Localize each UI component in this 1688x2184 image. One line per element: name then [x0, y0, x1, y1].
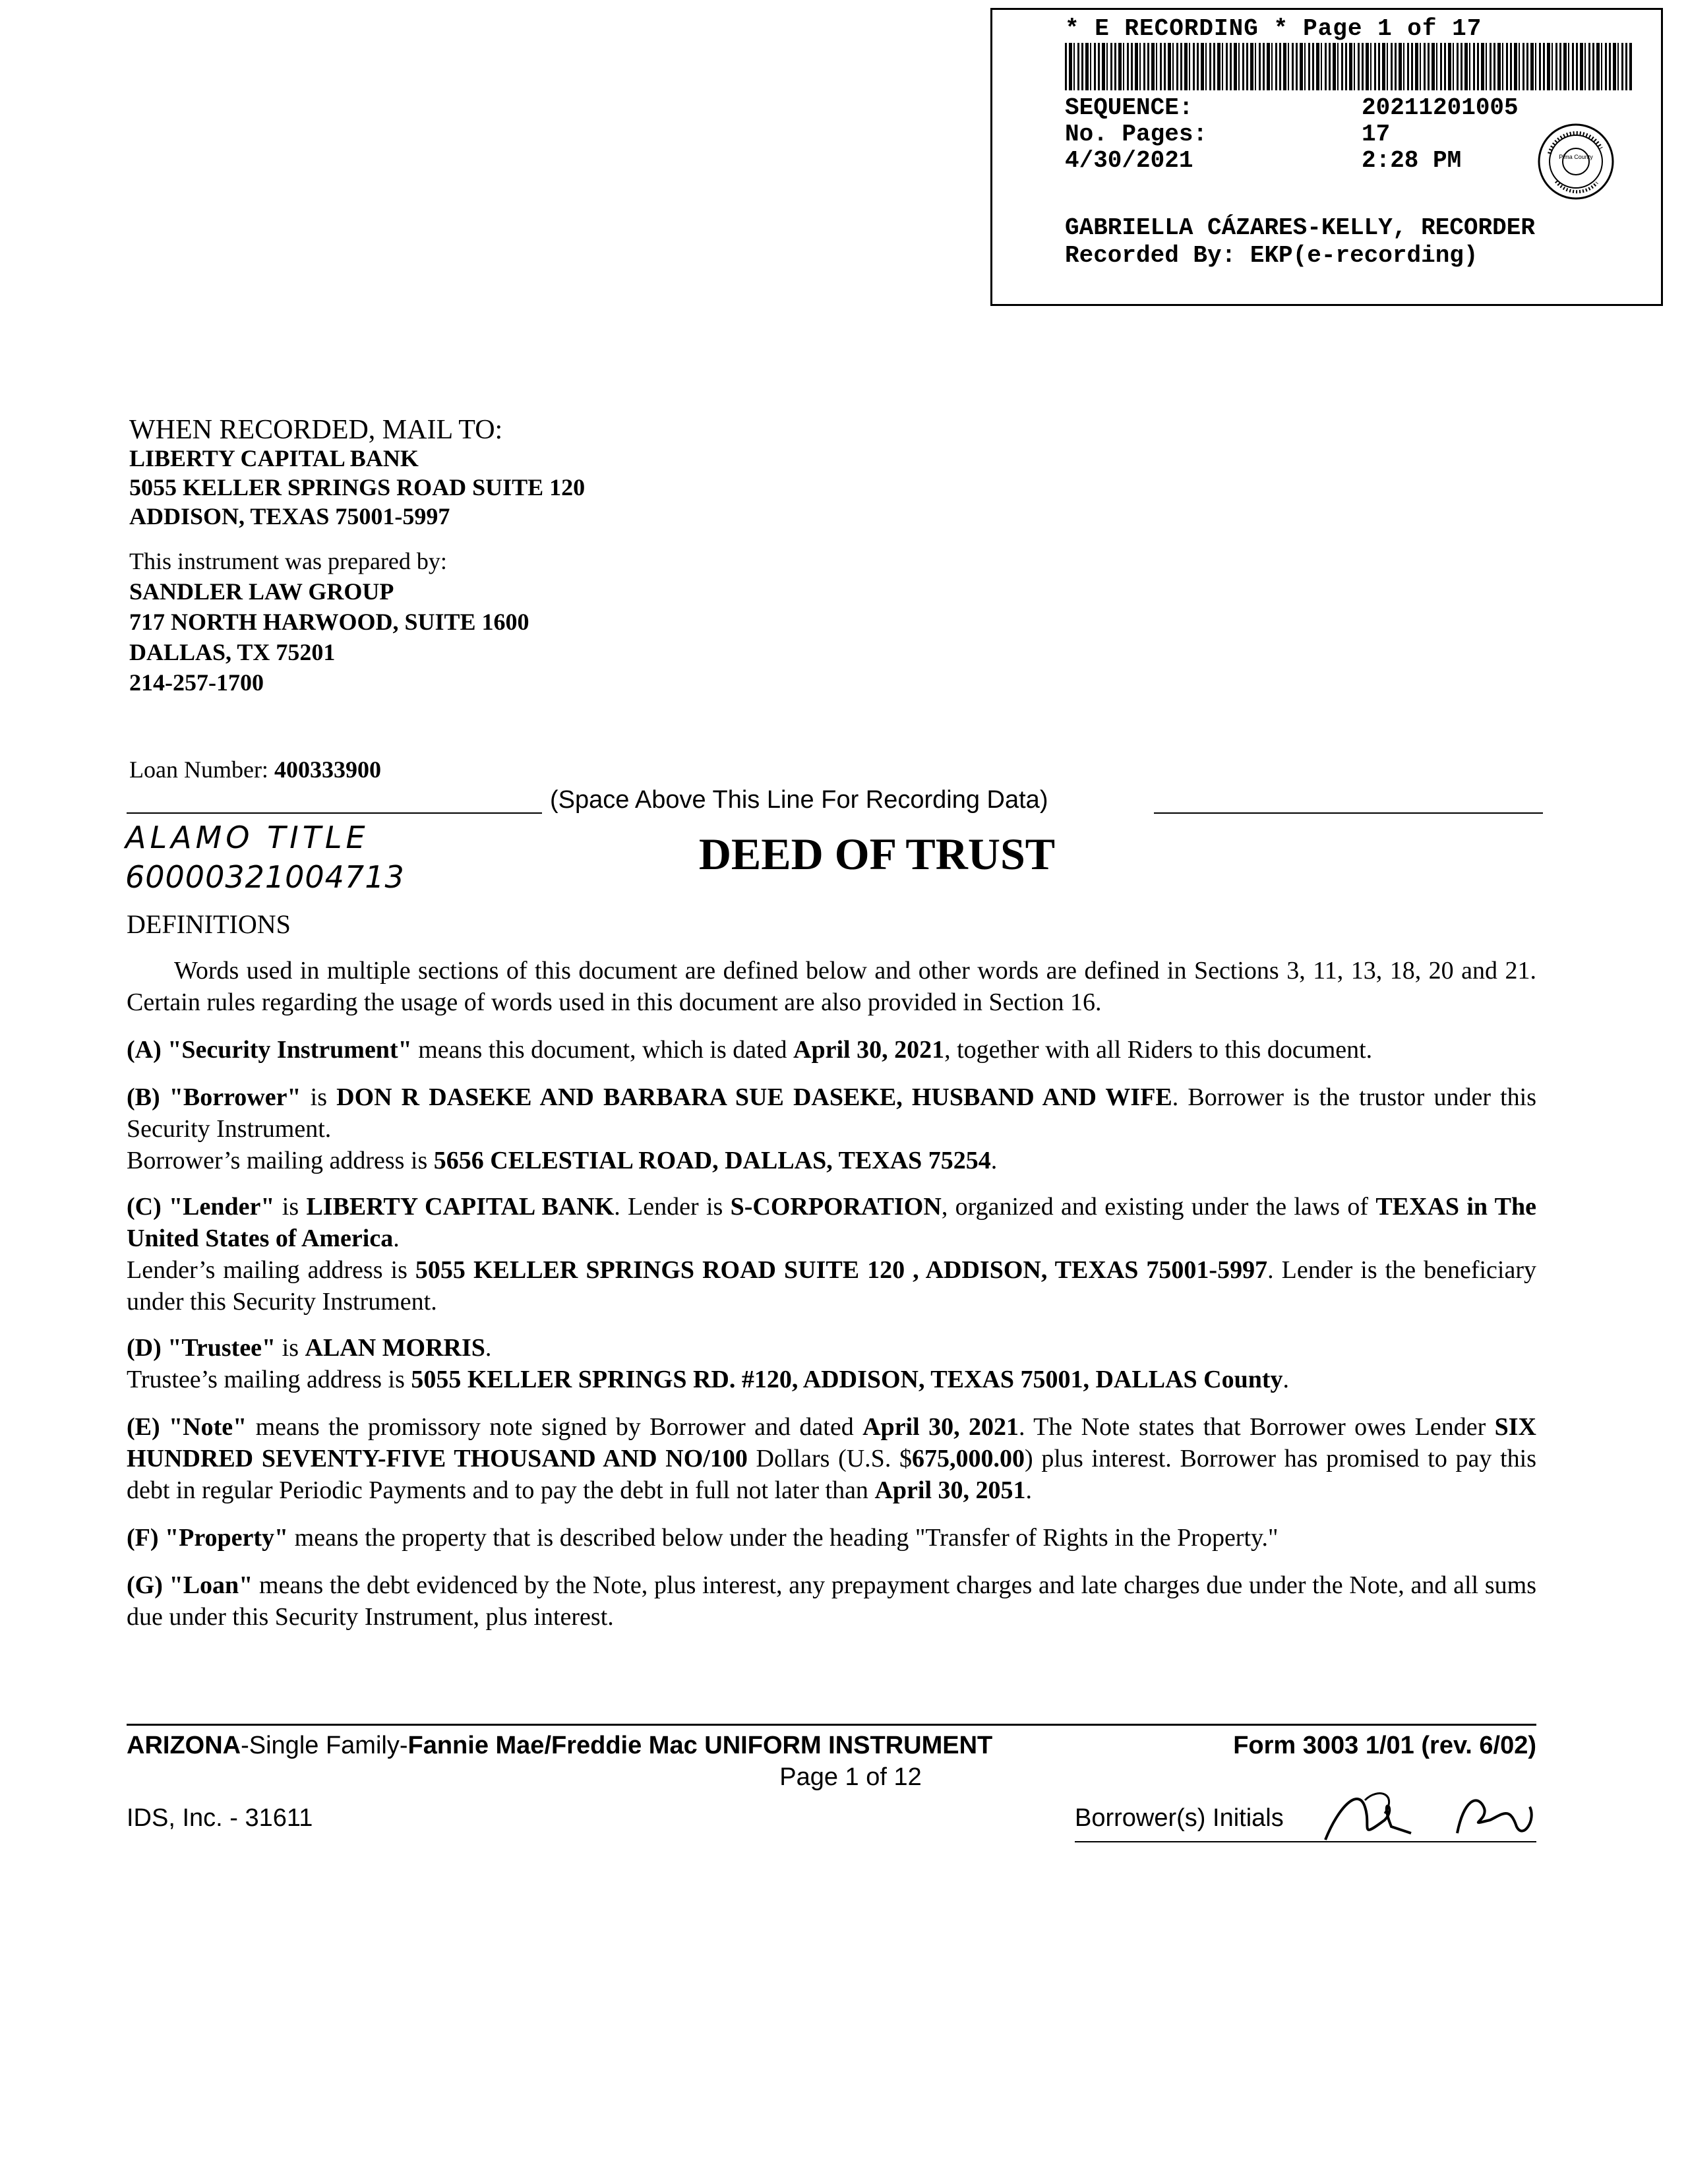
recording-data-divider	[127, 786, 1543, 819]
loan-number-label: Loan Number:	[129, 756, 268, 783]
definition-security-instrument	[127, 1034, 1536, 1066]
def-c-org: S-CORPORATION	[730, 1193, 942, 1221]
loan-number-value: 400333900	[274, 756, 381, 783]
definition-borrower	[127, 1081, 1536, 1176]
record-date: 4/30/2021	[1065, 147, 1193, 174]
definition-lender	[127, 1191, 1536, 1318]
def-c-addr: 5055 KELLER SPRINGS ROAD SUITE 120 , ADDISON, TEXAS 75001-5997	[415, 1256, 1268, 1284]
stamp-header	[1065, 15, 1496, 42]
footer-form-description	[127, 1732, 992, 1760]
stamp-datetime-row	[1065, 147, 1462, 174]
def-c-text-2: . Lender is	[614, 1193, 731, 1221]
def-e-date: April 30, 2021	[862, 1413, 1019, 1441]
def-c-text-4: .	[393, 1225, 400, 1252]
divider-rule-right	[1154, 812, 1543, 814]
stamp-sequence-row	[1065, 94, 1519, 121]
definitions-intro: Words used in multiple sections of this document are defined below and other words are defined in Sections 3, 11, 13, 18, 20 and 21. Certain rules regarding the usage of words used in this document are also provided in Section 16.	[127, 957, 1536, 1016]
handwritten-line-1: ALAMO TITLE	[125, 820, 369, 855]
def-a-text-1: means this document, which is dated	[411, 1036, 794, 1064]
definitions-heading: DEFINITIONS	[127, 909, 291, 939]
def-e-text-1: means the promissory note signed by Borrower and dated	[247, 1413, 863, 1441]
stamp-header-label: * E RECORDING *	[1065, 15, 1289, 42]
def-c-addr-end: . Lender is the beneficiary under this Security Instrument.	[127, 1256, 1536, 1316]
def-e-text-5: .	[1025, 1476, 1032, 1504]
def-c-name: LIBERTY CAPITAL BANK	[306, 1193, 615, 1221]
def-e-maturity: April 30, 2051	[874, 1476, 1026, 1504]
stamp-pages-row	[1065, 121, 1391, 148]
footer-initials-label: Borrower(s) Initials	[1075, 1804, 1284, 1832]
prepared-by-city: DALLAS, TX 75201	[129, 639, 336, 665]
space-above-label: (Space Above This Line For Recording Data)	[550, 786, 1048, 814]
def-a-term: (A) "Security Instrument"	[127, 1036, 412, 1064]
def-e-text-2: . The Note states that Borrower owes Lender	[1018, 1413, 1495, 1441]
definition-loan	[127, 1569, 1536, 1633]
recorder-name: GABRIELLA CÁZARES-KELLY, RECORDER	[1065, 214, 1535, 241]
def-b-addr-end: .	[990, 1147, 998, 1174]
stamp-page-count: Page 1 of 17	[1303, 15, 1482, 42]
def-d-addr: 5055 KELLER SPRINGS RD. #120, ADDISON, TEXAS 75001, DALLAS County	[411, 1366, 1283, 1393]
def-b-addr-label: Borrower’s mailing address is	[127, 1147, 434, 1174]
footer-state: ARIZONA	[127, 1732, 241, 1759]
def-d-term: (D) "Trustee"	[127, 1334, 276, 1362]
definition-note	[127, 1411, 1536, 1506]
def-b-text-1: is	[301, 1083, 337, 1111]
footer-uniform-instrument: Fannie Mae/Freddie Mac UNIFORM INSTRUMENT	[407, 1732, 993, 1759]
loan-number	[129, 756, 381, 783]
mail-to-heading: WHEN RECORDED, MAIL TO:	[129, 415, 503, 445]
recording-stamp	[990, 8, 1663, 306]
prepared-by-phone: 214-257-1700	[129, 669, 264, 696]
def-c-text-1: is	[274, 1193, 307, 1221]
record-time: 2:28 PM	[1362, 147, 1462, 174]
def-d-text-1: is	[276, 1334, 305, 1362]
prepared-by-heading: This instrument was prepared by:	[129, 548, 447, 574]
footer-page-number: Page 1 of 12	[779, 1763, 922, 1791]
def-b-name: DON R DASEKE AND BARBARA SUE DASEKE, HUSBAND AND WIFE	[336, 1083, 1172, 1111]
def-c-text-3: , organized and existing under the laws of	[941, 1193, 1376, 1221]
def-c-term: (C) "Lender"	[127, 1193, 275, 1221]
def-c-law: TEXAS in The United States of America	[127, 1193, 1536, 1252]
def-b-text-2: . Borrower is the trustor under this Security Instrument.	[127, 1083, 1536, 1143]
def-d-text-2: .	[485, 1334, 492, 1362]
def-f-term: (F) "Property"	[127, 1524, 289, 1552]
barcode	[1065, 43, 1632, 90]
def-d-name: ALAN MORRIS	[305, 1334, 485, 1362]
def-g-term: (G) "Loan"	[127, 1571, 253, 1599]
mail-to-name: LIBERTY CAPITAL BANK	[129, 445, 419, 471]
def-d-addr-end: .	[1282, 1366, 1290, 1393]
footer-rule	[127, 1724, 1536, 1726]
def-a-text-2: , together with all Riders to this document.	[944, 1036, 1373, 1064]
def-f-text: means the property that is described below under the heading "Transfer of Rights in the Property."	[288, 1524, 1279, 1552]
seal-county: Pima County	[1559, 154, 1593, 160]
prepared-by-street: 717 NORTH HARWOOD, SUITE 1600	[129, 609, 529, 635]
def-d-addr-label: Trustee’s mailing address is	[127, 1366, 411, 1393]
footer-form-number: Form 3003 1/01 (rev. 6/02)	[1233, 1732, 1536, 1759]
divider-rule-left	[127, 812, 542, 814]
footer-form-type: -Single Family-	[241, 1732, 408, 1759]
mail-to-city: ADDISON, TEXAS 75001-5997	[129, 503, 450, 530]
mail-to-street: 5055 KELLER SPRINGS ROAD SUITE 120	[129, 474, 586, 501]
def-c-addr-label: Lender’s mailing address is	[127, 1256, 415, 1284]
def-b-term: (B) "Borrower"	[127, 1083, 301, 1111]
prepared-by-name: SANDLER LAW GROUP	[129, 578, 394, 605]
borrower-initials-signature-icon	[1319, 1780, 1543, 1846]
def-e-text-3: Dollars (U.S. $	[747, 1445, 913, 1472]
def-a-date: April 30, 2021	[793, 1036, 945, 1064]
def-e-amount-words: SIX HUNDRED SEVENTY-FIVE THOUSAND AND NO/100	[127, 1413, 1536, 1472]
def-g-text: means the debt evidenced by the Note, plus interest, any prepayment charges and late charges due under the Note, and all sums due under this Security Instrument, plus interest.	[127, 1571, 1536, 1631]
sequence-value: 20211201005	[1362, 94, 1519, 121]
handwritten-line-2: 60000321004713	[125, 859, 405, 895]
def-b-addr: 5656 CELESTIAL ROAD, DALLAS, TEXAS 75254	[433, 1147, 991, 1174]
document-title: DEED OF TRUST	[698, 829, 1056, 879]
def-e-amount: 675,000.00	[912, 1445, 1025, 1472]
def-e-term: (E) "Note"	[127, 1413, 247, 1441]
recorded-by: Recorded By: EKP(e-recording)	[1065, 242, 1478, 269]
county-recorder-seal-icon	[1536, 122, 1615, 201]
definition-property	[127, 1522, 1536, 1554]
sequence-label: SEQUENCE:	[1065, 94, 1193, 121]
definition-trustee	[127, 1332, 1536, 1395]
pages-label: No. Pages:	[1065, 121, 1208, 148]
footer-vendor: IDS, Inc. - 31611	[127, 1804, 313, 1832]
pages-value: 17	[1362, 121, 1391, 148]
def-e-text-4: ) plus interest. Borrower has promised to pay this debt in regular Periodic Payments and to pay the debt in full not later than	[127, 1445, 1536, 1504]
